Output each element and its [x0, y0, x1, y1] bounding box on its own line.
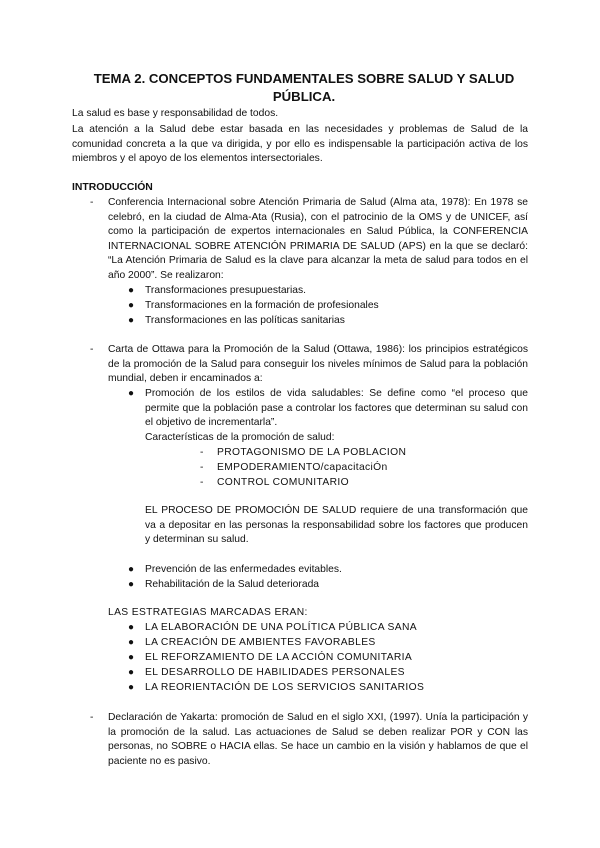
dash-marker: - — [200, 462, 204, 473]
bullet-icon: ● — [128, 564, 135, 575]
bullet-icon: ● — [128, 682, 135, 693]
characteristics-label: Características de la promoción de salud: — [145, 432, 335, 443]
ottawa-paragraph: Carta de Ottawa para la Promoción de la Salud (Ottawa, 1986): los principios estratégicos de la promoción de la Salud para conseguir los niveles mínimos de Salud para la población mundial, deben ir encaminados a: — [108, 344, 528, 385]
strategy-item: LA CREACIÓN DE AMBIENTES FAVORABLES — [145, 637, 376, 648]
bullet-icon: ● — [128, 285, 135, 296]
process-paragraph: EL PROCESO DE PROMOCIÓN DE SALUD requiere de una transformación que va a depositar en las personas la responsabilidad sobre los factores que producen y determinan su salud. — [145, 505, 528, 546]
list-item: Rehabilitación de la Salud deteriorada — [145, 579, 320, 590]
yakarta-paragraph: Declaración de Yakarta: promoción de Salud en el siglo XXI, (1997). Unía la participación y la promoción de la salud. Las actuaciones de Salud se deben realizar POR y CON las personas, no SOBRE o HACIA ellas. Se hace un cambio en la visión y hablamos de que el paciente no es pasivo. — [108, 712, 528, 767]
characteristic-item: CONTROL COMUNITARIO — [217, 477, 349, 488]
dash-marker: - — [90, 712, 94, 723]
strategies-label: LAS ESTRATEGIAS MARCADAS ERAN: — [108, 607, 308, 618]
strategy-item: LA ELABORACIÓN DE UNA POLÍTICA PÚBLICA SANA — [145, 622, 417, 633]
alma-ata-paragraph: Conferencia Internacional sobre Atención Primaria de Salud (Alma ata, 1978): En 1978 se celebró, en la ciudad de Alma-Ata (Rusia), con el patrocinio de la OMS y de UNICEF, así como la participación de expertos internacionales en Salud Pública, la CONFERENCIA INTERNACIONAL SOBRE ATENCIÓN PRIMARIA DE SALUD (APS) en la que se declaró: “La Atención Primaria de Salud es la clave para alcanzar la meta de salud para todos en el año 2000”. Se realizaron: — [108, 197, 528, 281]
section-heading: INTRODUCCIÓN — [72, 182, 153, 193]
bullet-icon: ● — [128, 622, 135, 633]
list-item: Transformaciones presupuestarias. — [145, 285, 307, 296]
bullet-icon: ● — [128, 579, 135, 590]
list-item: Transformaciones en las políticas sanitarias — [145, 315, 345, 326]
bullet-icon: ● — [128, 388, 135, 399]
bullet-icon: ● — [128, 315, 135, 326]
promotion-paragraph: Promoción de los estilos de vida saludables: Se define como “el proceso que permite que la población pase a controlar los factores que determinan su salud con el objetivo de incrementarla”. — [145, 388, 528, 429]
bullet-icon: ● — [128, 637, 135, 648]
characteristic-item: PROTAGONISMO DE LA POBLACION — [217, 447, 407, 458]
intro-paragraph: La atención a la Salud debe estar basada en las necesidades y problemas de Salud de la comunidad concreta a la que va dirigida, y por ello es indispensable la participación activa de los miembros y el apoyo de los elementos intersectoriales. — [72, 124, 528, 165]
dash-marker: - — [200, 447, 204, 458]
strategy-item: LA REORIENTACIÓN DE LOS SERVICIOS SANITARIOS — [145, 682, 425, 693]
bullet-icon: ● — [128, 667, 135, 678]
bullet-icon: ● — [128, 652, 135, 663]
list-item: Transformaciones en la formación de profesionales — [145, 300, 379, 311]
dash-marker: - — [90, 344, 94, 355]
characteristic-item: EMPODERAMIENTO/capacitaciÓn — [217, 462, 388, 473]
bullet-icon: ● — [128, 300, 135, 311]
dash-marker: - — [200, 477, 204, 488]
page-title: TEMA 2. CONCEPTOS FUNDAMENTALES SOBRE SALUD Y SALUD PÚBLICA. — [93, 71, 515, 104]
dash-marker: - — [90, 197, 94, 208]
list-item: Prevención de las enfermedades evitables. — [145, 564, 342, 575]
intro-line: La salud es base y responsabilidad de todos. — [72, 108, 279, 119]
strategy-item: EL DESARROLLO DE HABILIDADES PERSONALES — [145, 667, 405, 678]
strategy-item: EL REFORZAMIENTO DE LA ACCIÓN COMUNITARIA — [145, 652, 413, 663]
